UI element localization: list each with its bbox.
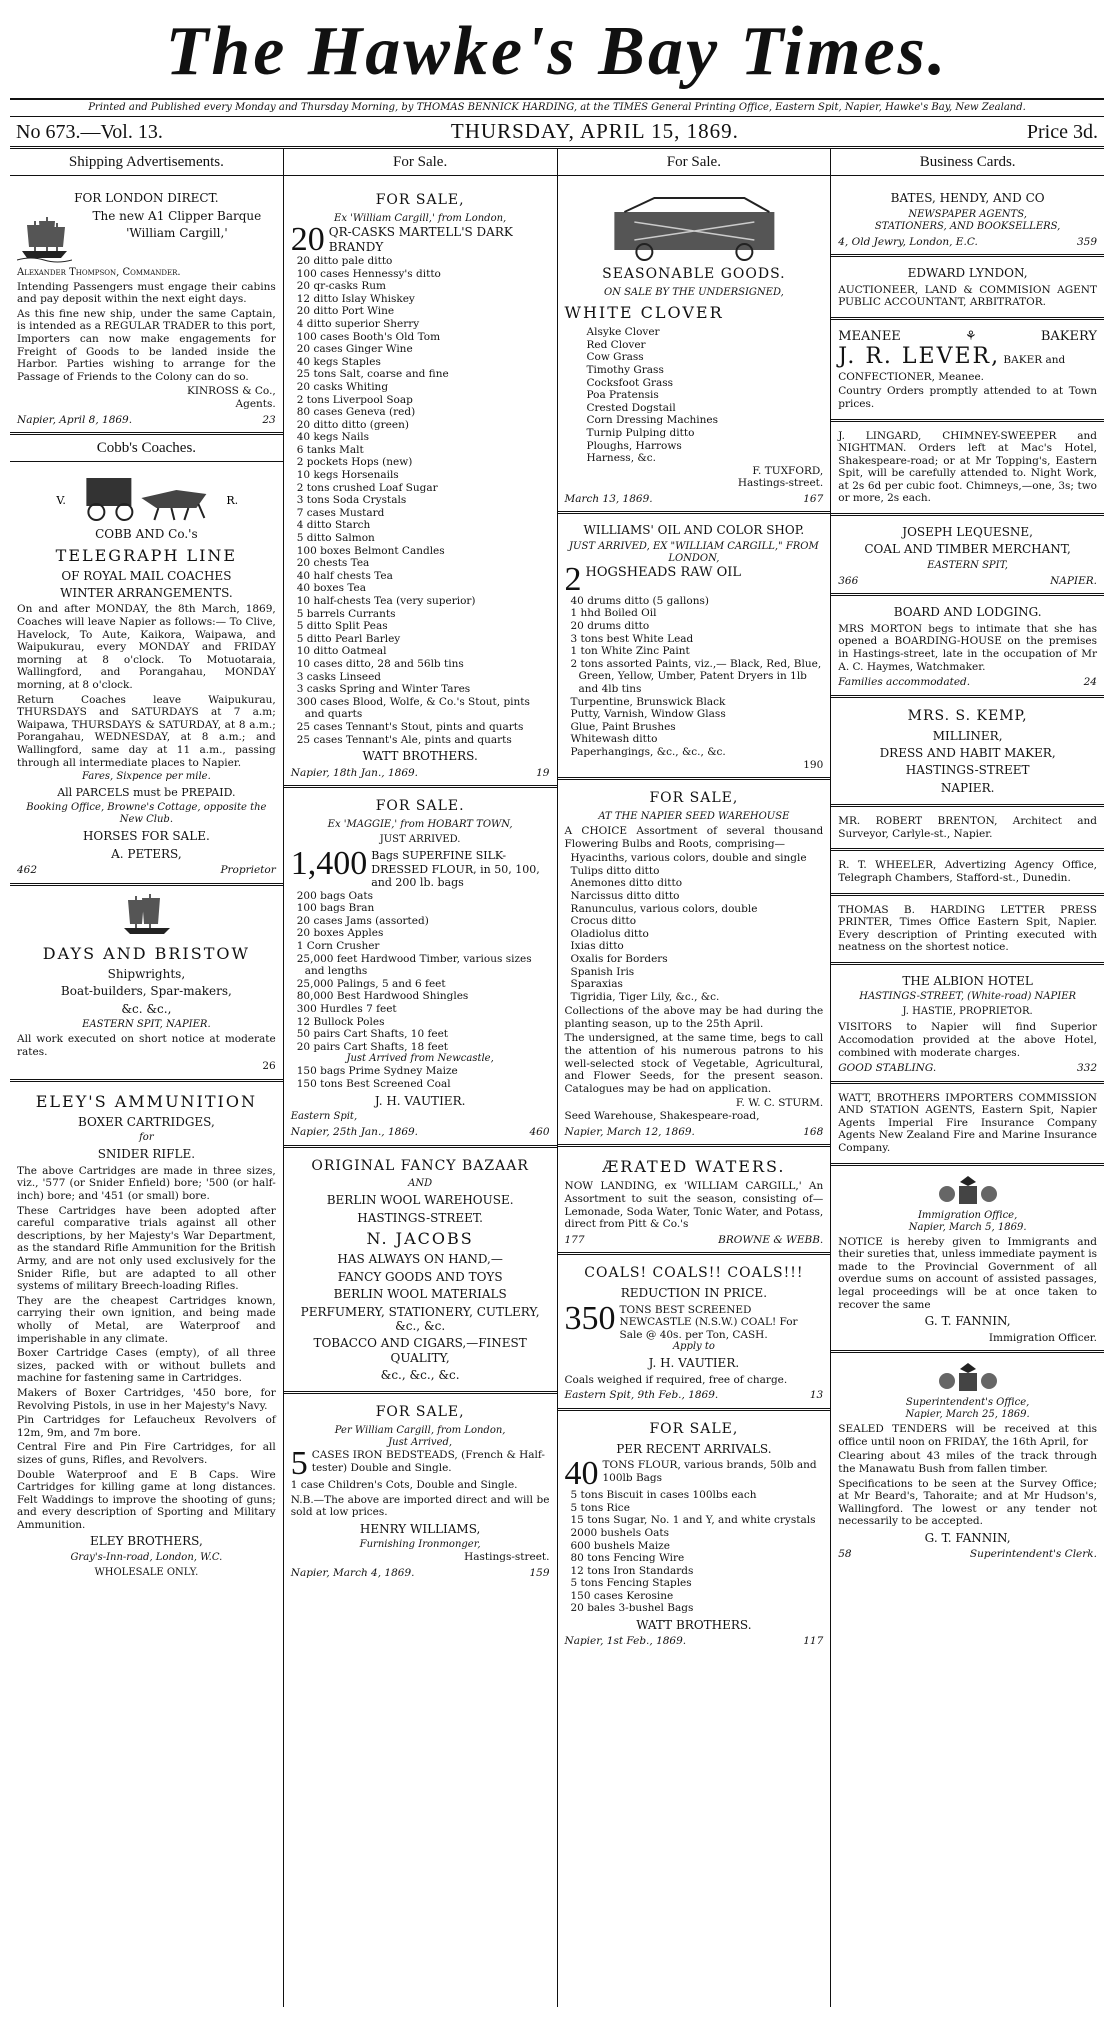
notice-immigration: Immigration Office, Napier, March 5, 1869. NOTICE is hereby given to Immigrants and their sureties that, unless immediate payment is made to the Provincial Government of all overdue sums on account of assisted passages, legal proceedings will be at once taken to recover the same G. T. FANNIN, Immigration Officer. xyxy=(831,1166,1104,1354)
list-item: Hyacinths, various colors, double and single xyxy=(570,852,807,865)
ad-eley-ammunition: ELEY'S AMMUNITION BOXER CARTRIDGES, for SNIDER RIFLE. The above Cartridges are made in three sizes, viz., '577 (or Snider Enfield) bore; '500 (or half-inch) bore; and '451 (or small) bore. These Cartridges have been adopted after careful comparative trials against all other descriptions, by her Majesty's War Department, as the standard Rifle Ammunition for the British Army, and are not only used exclusively for the Snider Rifle, but are adapted to all other systems of military Breech-loading Rifles. They are the cheapest Cartridges known, carrying their own ignition, and being made wholly of Metal, are Waterproof and imperishable in any climate. Boxer Cartridge Cases (empty), of all three sizes, packed with or without bullets and machine for fastening same in Cartridges. Makers of Boxer Cartridges, '450 bore, for Revolving Pistols, in use in her Majesty's Navy. Pin Cartridges for Lefaucheux Revolvers of 12m, 9m, and 7m bore. Central Fire and Pin Fire Cartridges, for all sizes of guns, Rifles, and Revolvers. Double Waterproof and E B Caps. Wire Cartridges for killing game at long distances. Felt Waddings to improve the shooting of guns; and every description of Sporting and Military Ammunition. ELEY BROTHERS, Gray's-Inn-road, London, W.C. WHOLESALE ONLY. xyxy=(17,1091,276,1578)
column-header: For Sale. xyxy=(558,149,831,176)
list-item: 2 pockets Hops (new) xyxy=(296,456,413,469)
list-item: 4 ditto Starch xyxy=(296,519,371,532)
list-item: 5 barrels Currants xyxy=(296,607,396,620)
list-item: 6 tanks Malt xyxy=(296,443,364,456)
card-edward-lyndon: EDWARD LYNDON, AUCTIONEER, LAND & COMMISION AGENT PUBLIC ACCOUNTANT, ARBITRATOR. xyxy=(831,257,1104,320)
list-item: 20 chests Tea xyxy=(296,557,370,570)
list-item: Oladiolus ditto xyxy=(570,927,649,940)
ad-aerated-waters: ÆRATED WATERS. NOW LANDING, ex 'WILLIAM CARGILL,' An Assortment to suit the season, consisting of— Lemonade, Soda Water, Tonic Water, and Potass, direct from Pitt & Co.'s 177 BROWNE & WEBB. xyxy=(558,1147,831,1255)
royal-arms-icon xyxy=(933,1359,1003,1397)
list-item: 5 ditto Split Peas xyxy=(296,620,388,633)
list-item: 20 ditto pale ditto xyxy=(296,254,393,267)
columns xyxy=(10,149,1104,2007)
list-item: 200 bags Oats xyxy=(296,889,374,902)
coach-engraving-icon xyxy=(17,468,276,523)
list-item: 5 tons Biscuit in cases 100lbs each xyxy=(570,1489,757,1502)
list-item: Timothy Grass xyxy=(586,363,664,376)
list-item: 5 tons Rice xyxy=(570,1501,630,1514)
list-item: 150 tons Best Screened Coal xyxy=(296,1078,451,1091)
column-business-cards xyxy=(831,149,1104,2007)
list-item: 100 boxes Belmont Candles xyxy=(296,544,445,557)
list-item: 80 cases Geneva (red) xyxy=(296,406,416,419)
list-item: 20 boxes Apples xyxy=(296,927,384,940)
list-item: 12 ditto Islay Whiskey xyxy=(296,292,415,305)
issue-number: No 673.—Vol. 13. xyxy=(16,121,163,143)
card-meanee-bakery: MEANEE ⚘ BAKERY J. R. LEVER, BAKER and CONFECTIONER, Meanee. Country Orders promptly attended to at Town prices. xyxy=(831,320,1104,422)
list-item: 20 cases Jams (assorted) xyxy=(296,914,429,927)
list-item: Tulips ditto ditto xyxy=(570,864,660,877)
wheatsheaf-icon: ⚘ xyxy=(965,328,977,344)
column-header: Shipping Advertisements. xyxy=(10,149,283,176)
list-item: 1 Corn Crusher xyxy=(296,940,380,953)
issue-date: THURSDAY, APRIL 15, 1869. xyxy=(450,119,739,143)
list-item: Whitewash ditto xyxy=(570,733,658,746)
list-item: Putty, Varnish, Window Glass xyxy=(570,708,726,721)
card-brenton: MR. ROBERT BRENTON, Architect and Surveyor, Carlyle-st., Napier. xyxy=(831,807,1104,851)
list-item: 20 ditto Port Wine xyxy=(296,305,395,318)
list-item: 4 ditto superior Sherry xyxy=(296,317,420,330)
svg-text:R.: R. xyxy=(226,494,239,508)
svg-text:V.: V. xyxy=(56,494,66,508)
column-header: For Sale. xyxy=(284,149,557,176)
card-wheeler: R. T. WHEELER, Advertizing Agency Office, Telegraph Chambers, Stafford-st., Dunedin. xyxy=(831,851,1104,895)
card-lingard: J. LINGARD, CHIMNEY-SWEEPER and NIGHTMAN. Orders left at Mac's Hotel, Shakespeare-road; or at Mr Topping's, Eastern Spit, will be carefully attended to. Night Work, at 2s 6d per cubic foot. Chimneys,—one, 3s; two or more, 2s each. xyxy=(831,422,1104,517)
item-list xyxy=(291,1065,550,1090)
list-item: 25 tons Salt, coarse and fine xyxy=(296,368,449,381)
list-item: 20 cases Ginger Wine xyxy=(296,343,413,356)
list-item: 20 bales 3-bushel Bags xyxy=(570,1602,694,1615)
list-item: 25 cases Tennant's Stout, pints and quarts xyxy=(296,720,524,733)
card-lequesne: JOSEPH LEQUESNE, COAL AND TIMBER MERCHANT, EASTERN SPIT, 366 NAPIER. xyxy=(831,516,1104,596)
list-item: Alsyke Clover xyxy=(586,326,660,339)
list-item: Crocus ditto xyxy=(570,915,637,928)
list-item: Spanish Iris xyxy=(570,965,635,978)
list-item: 2 tons assorted Paints, viz.,— Black, Red, Blue, Green, Yellow, Umber, Patent Dryers in 1lb and 4lb tins xyxy=(570,657,822,696)
farm-machinery-engraving-icon xyxy=(565,192,824,262)
list-item: 40 drums ditto (5 gallons) xyxy=(570,594,709,607)
newspaper-page xyxy=(10,0,1104,2007)
list-item: 40 kegs Nails xyxy=(296,431,370,444)
list-item: 3 tons Soda Crystals xyxy=(296,494,407,507)
list-item: 20 pairs Cart Shafts, 18 feet xyxy=(296,1040,449,1053)
list-item: Paperhangings, &c., &c., &c. xyxy=(570,746,726,758)
list-item: 25,000 Palings, 5 and 6 feet xyxy=(296,977,446,990)
item-list xyxy=(291,255,550,746)
ad-seed-warehouse: FOR SALE, AT THE NAPIER SEED WAREHOUSE A CHOICE Assortment of several thousand Flowering Bulbs and Roots, comprising— Hyacinths, various colors, double and single Tulips ditto ditto Anemones ditto ditto Narcissus ditto ditto Ranunculus, various colors, double Crocus ditto Oladiolus ditto Ixias ditto Oxalis for Borders Spanish Iris Sparaxias Tigridia, Tiger Lily, &c., &c. Collections of the above may be had during the planting season, up to the 25th April. The undersigned, at the same time, begs to call the attention of his numerous patrons to his well-selected stock of Vegetable, Agricultural, and Flower Seeds, for the present season. Catalogues may be had on application. F. W. C. STURM. Seed Warehouse, Shakespeare-road, Napier, March 12, 1869. 168 xyxy=(558,780,831,1147)
list-item: 1 ton White Zinc Paint xyxy=(570,645,690,658)
list-item: 3 casks Linseed xyxy=(296,670,382,683)
list-item: 300 cases Blood, Wolfe, & Co.'s Stout, pints and quarts xyxy=(296,695,530,721)
ad-iron-bedsteads: FOR SALE, Per William Cargill, from London, Just Arrived, 5 CASES IRON BEDSTEADS, (French & Half-tester) Double and Single. 1 case Children's Cots, Double and Single. N.B.—The above are imported direct and will be sold at low prices. HENRY WILLIAMS, Furnishing Ironmonger, Hastings-street. Napier, March 4, 1869. 159 xyxy=(290,1404,550,1580)
item-list xyxy=(565,595,824,759)
list-item: 20 casks Whiting xyxy=(296,380,389,393)
list-item: 2 tons crushed Loaf Sugar xyxy=(296,481,438,494)
column-shipping xyxy=(10,149,284,2007)
list-item: 10 cases ditto, 28 and 56lb tins xyxy=(296,657,464,670)
list-item: Ranunculus, various colors, double xyxy=(570,902,758,915)
list-item: 40 half chests Tea xyxy=(296,569,393,582)
list-item: Narcissus ditto ditto xyxy=(570,889,680,902)
list-item: 3 casks Spring and Winter Tares xyxy=(296,683,471,696)
ad-cargill-spirits: FOR SALE, Ex 'William Cargill,' from London, 20 QR-CASKS MARTELL'S DARK BRANDY 20 ditto pale ditto 100 cases Hennessy's ditto 20 qr-casks Rum 12 ditto Islay Whiskey 20 ditto Port Wine 4 ditto superior Sherry 100 cases Booth's Old Tom 20 cases Ginger Wine 40 kegs Staples 25 tons Salt, coarse and fine 20 casks Whiting 2 tons Liverpool Soap 80 cases Geneva (red) 20 ditto ditto (green) 40 kegs Nails 6 tanks Malt 2 pockets Hops (new) 10 kegs Horsenails 2 tons crushed Loaf Sugar 3 tons Soda Crystals 7 cases Mustard 4 ditto Starch 5 ditto Salmon 100 boxes Belmont Candles 20 chests Tea 40 half chests Tea 40 boxes Tea 10 half-chests Tea (very superior) 5 barrels Currants 5 ditto Split Peas 5 ditto Pearl Barley 10 ditto Oatmeal 10 cases ditto, 28 and 56lb tins 3 casks Linseed 3 casks Spring and Winter Tares 300 cases Blood, Wolfe, & Co.'s Stout, pints and quarts 25 cases Tennant's Stout, pints and quarts 25 cases Tennant's Ale, pints and quarts WATT BROTHERS. Napier, 18th Jan., 1869. 19 xyxy=(284,182,557,788)
list-item: Poa Pratensis xyxy=(586,389,659,402)
ad-days-bristow: DAYS AND BRISTOW Shipwrights, Boat-builders, Spar-makers, &c. &c., EASTERN SPIT, NAPIER. All work executed on short notice at moderate rates. 26 xyxy=(10,886,283,1082)
card-kemp: MRS. S. KEMP, MILLINER, DRESS AND HABIT MAKER, HASTINGS-STREET NAPIER. xyxy=(831,698,1104,807)
list-item: 300 Hurdles 7 feet xyxy=(296,1003,397,1016)
ad-maggie-flour: FOR SALE. Ex 'MAGGIE,' from HOBART TOWN, JUST ARRIVED. 1,400 Bags SUPERFINE SILK-DRESSED FLOUR, in 50, 100, and 200 lb. bags 200 bags Oats 100 bags Bran 20 cases Jams (assorted) 20 boxes Apples 1 Corn Crusher 25,000 feet Hardwood Timber, various sizes and lengths 25,000 Palings, 5 and 6 feet 80,000 Best Hardwood Shingles 300 Hurdles 7 feet 12 Bullock Poles 50 pairs Cart Shafts, 10 feet 20 pairs Cart Shafts, 18 feet Just Arrived from Newcastle, 150 bags Prime Sydney Maize 150 tons Best Screened Coal J. H. VAUTIER. Eastern Spit, Napier, 25th Jan., 1869. 460 xyxy=(284,788,557,1147)
list-item: 150 cases Kerosine xyxy=(570,1589,674,1602)
list-item: 10 kegs Horsenails xyxy=(296,469,399,482)
list-item: 100 cases Booth's Old Tom xyxy=(296,330,441,343)
list-item: Corn Dressing Machines xyxy=(586,414,718,427)
list-item: Ixias ditto xyxy=(570,940,624,953)
list-item: 25 cases Tennant's Ale, pints and quarts xyxy=(296,733,512,746)
list-item: Ploughs, Harrows xyxy=(586,439,682,452)
list-item: 5 ditto Pearl Barley xyxy=(296,632,401,645)
list-item: 5 ditto Salmon xyxy=(296,532,375,545)
list-item: 10 half-chests Tea (very superior) xyxy=(296,595,476,608)
list-item: 25,000 feet Hardwood Timber, various sizes and lengths xyxy=(296,952,532,978)
card-bates-hendy: BATES, HENDY, AND CO NEWSPAPER AGENTS, STATIONERS, AND BOOKSELLERS, 4, Old Jewry, London, E.C. 359 xyxy=(831,182,1104,257)
royal-arms-icon xyxy=(933,1172,1003,1210)
ship-engraving-icon xyxy=(17,213,72,263)
list-item: Turpentine, Brunswick Black xyxy=(570,695,726,708)
list-item: Crested Dogstail xyxy=(586,401,676,414)
list-item: 1 hhd Boiled Oil xyxy=(570,607,657,620)
item-list xyxy=(291,890,550,1054)
ad-london-direct: FOR LONDON DIRECT. The new A1 Clipper Barque 'William Cargill,' Alexander Thompson, Commander. Intending Passengers must engage their cabins and pay deposit within the next eight days. As this fine new ship, under the same Captain, is intended as a REGULAR TRADER to this port, Importers can now make engagements for Freight of Goods to be landed inside the Harbor. Parties wishing to arrange for the Passage of Friends to the Colony can do so. KINROSS & Co., Agents. Napier, April 8, 1869. 23 xyxy=(10,182,283,435)
ad-fancy-bazaar: ORIGINAL FANCY BAZAAR AND BERLIN WOOL WAREHOUSE. HASTINGS-STREET. N. JACOBS HAS ALWAYS ON HAND,— FANCY GOODS AND TOYS BERLIN WOOL MATERIALS PERFUMERY, STATIONERY, CUTLERY, &c., &c. TOBACCO AND CIGARS,—FINEST QUALITY, &c., &c., &c. xyxy=(284,1148,557,1395)
list-item: 80 tons Fencing Wire xyxy=(570,1552,685,1565)
list-item: Sparaxias xyxy=(570,978,623,991)
list-item: Oxalis for Borders xyxy=(570,952,668,965)
list-item: Harness, &c. xyxy=(586,452,656,465)
list-item: 80,000 Best Hardwood Shingles xyxy=(296,990,469,1003)
ad-coals: COALS! COALS!! COALS!!! REDUCTION IN PRICE. 350 TONS BEST SCREENED NEWCASTLE (N.S.W.) COAL! For Sale @ 40s. per Ton, CASH. Apply to J. H. VAUTIER. Coals weighed if required, free of charge. Eastern Spit, 9th Feb., 1869. 13 xyxy=(558,1255,831,1411)
notice-sealed-tenders: Superintendent's Office, Napier, March 25, 1869. SEALED TENDERS will be received at this office until noon on FRIDAY, the 16th April, for Clearing about 43 miles of the track through the Manawatu Bush from fallen timber. Specifications to be seen at the Survey Office; at Mr Beard's, Tahoraite; and at Mr Hudson's, Wallingford. The lowest or any tender not necessarily to be accepted. G. T. FANNIN, 58 Superintendent's Clerk. xyxy=(831,1353,1104,1567)
card-board-lodging: BOARD AND LODGING. MRS MORTON begs to intimate that she has opened a BOARDING-HOUSE on the premises in Hastings-street, late in the occupation of Mr A. C. Haymes, Watchmaker. Families accommodated. 24 xyxy=(831,596,1104,697)
list-item: Cocksfoot Grass xyxy=(586,376,674,389)
list-item: Turnip Pulping ditto xyxy=(586,426,695,439)
ad-cobb-coaches: Cobb's Coaches. V. R. COBB AND Co.'s TELEGRAPH LINE OF ROYAL MAIL COACHES WINTER ARRANGEMENTS. On and after MONDAY, the 8th March, 1869, Coaches will leave Napier as follows:— To Clive, Havelock, To Aute, Kaikora, Waipawa, and Waipukurau, every MONDAY and FRIDAY morning at 8 o'clock. To Motuotaraia, Wallingford, and Porangahau, MONDAY morning, at 8 o'clock. Return Coaches leave Waipukurau, THURSDAYS and SATURDAYS at 7 a.m; Waipawa, THURSDAYS & SATURDAY, at 8 a.m.; Porangahau, WEDNESDAY, at 8 a.m.; and Wallingford, same day at 11 a.m., passing through all intermediate places to Napier. Fares, Sixpence per mile. All PARCELS must be PREPAID. Booking Office, Browne's Cottage, opposite the New Club. HORSES FOR SALE. A. PETERS, 462 Proprietor xyxy=(10,435,283,886)
list-item: Cow Grass xyxy=(586,351,644,364)
list-item: 100 bags Bran xyxy=(296,902,375,915)
list-item: 600 bushels Maize xyxy=(570,1539,670,1552)
list-item: 20 qr-casks Rum xyxy=(296,280,386,293)
card-harding: THOMAS B. HARDING LETTER PRESS PRINTER, Times Office Eastern Spit, Napier. Every description of Printing executed with neatness on the shortest notice. xyxy=(831,896,1104,965)
dateline xyxy=(10,117,1104,149)
list-item: 150 bags Prime Sydney Maize xyxy=(296,1065,458,1078)
column-for-sale-1 xyxy=(284,149,558,2007)
ad-oil-color-shop: WILLIAMS' OIL AND COLOR SHOP. JUST ARRIVED, EX "WILLIAM CARGILL," FROM LONDON, 2 HOGSHEADS RAW OIL 40 drums ditto (5 gallons) 1 hhd Boiled Oil 20 drums ditto 3 tons best White Lead 1 ton White Zinc Paint 2 tons assorted Paints, viz.,— Black, Red, Blue, Green, Yellow, Umber, Patent Dryers in 1lb and 4lb tins Turpentine, Brunswick Black Putty, Varnish, Window Glass Glue, Paint Brushes Whitewash ditto Paperhangings, &c., &c., &c. 190 xyxy=(558,514,831,780)
column-for-sale-2 xyxy=(558,149,832,2007)
list-item: Red Clover xyxy=(586,338,646,351)
printed-line: Printed and Published every Monday and Thursday Morning, by THOMAS BENNICK HARDING, at the TIMES General Printing Office, Eastern Spit, Napier, Hawke's Bay, New Zealand. xyxy=(10,98,1104,117)
list-item: 15 tons Sugar, No. 1 and Y, and white crystals xyxy=(570,1514,816,1527)
list-item: Anemones ditto ditto xyxy=(570,877,683,890)
card-watt-brothers: WATT, BROTHERS IMPORTERS COMMISSION AND STATION AGENTS, Eastern Spit, Napier Agents Imperial Fire Insurance Company Agents New Zealand Fire and Marine Insurance Company. xyxy=(831,1084,1104,1166)
card-albion-hotel: THE ALBION HOTEL HASTINGS-STREET, (White-road) NAPIER J. HASTIE, PROPRIETOR. VISITORS to Napier will find Superior Accomodation provided at the above Hotel, combined with moderate charges. GOOD STABLING. 332 xyxy=(831,965,1104,1084)
ad-tuxford-seeds: SEASONABLE GOODS. ON SALE BY THE UNDERSIGNED, WHITE CLOVER Alsyke Clover Red Clover Cow Grass Timothy Grass Cocksfoot Grass Poa Pratensis Crested Dogstail Corn Dressing Machines Turnip Pulping ditto Ploughs, Harrows Harness, &c. F. TUXFORD, Hastings-street. March 13, 1869. 167 xyxy=(558,182,831,514)
list-item: Tigridia, Tiger Lily, &c., &c. xyxy=(570,990,720,1003)
ship-engraving-icon xyxy=(116,892,176,940)
issue-price: Price 3d. xyxy=(1026,121,1098,143)
list-item: 12 tons Iron Standards xyxy=(570,1564,694,1577)
list-item: 7 cases Mustard xyxy=(296,506,385,519)
list-item: 20 ditto ditto (green) xyxy=(296,418,409,431)
list-item: 40 kegs Staples xyxy=(296,355,381,368)
list-item: 10 ditto Oatmeal xyxy=(296,645,387,658)
list-item: Glue, Paint Brushes xyxy=(570,720,676,733)
list-item: 2 tons Liverpool Soap xyxy=(296,393,413,406)
list-item: 5 tons Fencing Staples xyxy=(570,1577,692,1590)
masthead-title: The Hawke's Bay Times. xyxy=(165,13,949,90)
list-item: 12 Bullock Poles xyxy=(296,1015,385,1028)
item-list xyxy=(565,326,824,465)
ad-recent-arrivals: FOR SALE, PER RECENT ARRIVALS. 40 TONS FLOUR, various brands, 50lb and 100lb Bags 5 tons Biscuit in cases 100lbs each 5 tons Rice 15 tons Sugar, No. 1 and Y, and white crystals 2000 bushels Oats 600 bushels Maize 80 tons Fencing Wire 12 tons Iron Standards 5 tons Fencing Staples 150 cases Kerosine 20 bales 3-bushel Bags WATT BROTHERS. Napier, 1st Feb., 1869. 117 xyxy=(564,1420,824,1648)
item-list xyxy=(565,852,824,1003)
list-item: 20 drums ditto xyxy=(570,620,650,633)
list-item: 50 pairs Cart Shafts, 10 feet xyxy=(296,1028,449,1041)
list-item: 40 boxes Tea xyxy=(296,582,367,595)
column-header: Business Cards. xyxy=(831,149,1104,176)
item-list xyxy=(565,1489,824,1615)
list-item: 3 tons best White Lead xyxy=(570,632,694,645)
list-item: 2000 bushels Oats xyxy=(570,1526,669,1539)
list-item: 100 cases Hennessy's ditto xyxy=(296,267,441,280)
